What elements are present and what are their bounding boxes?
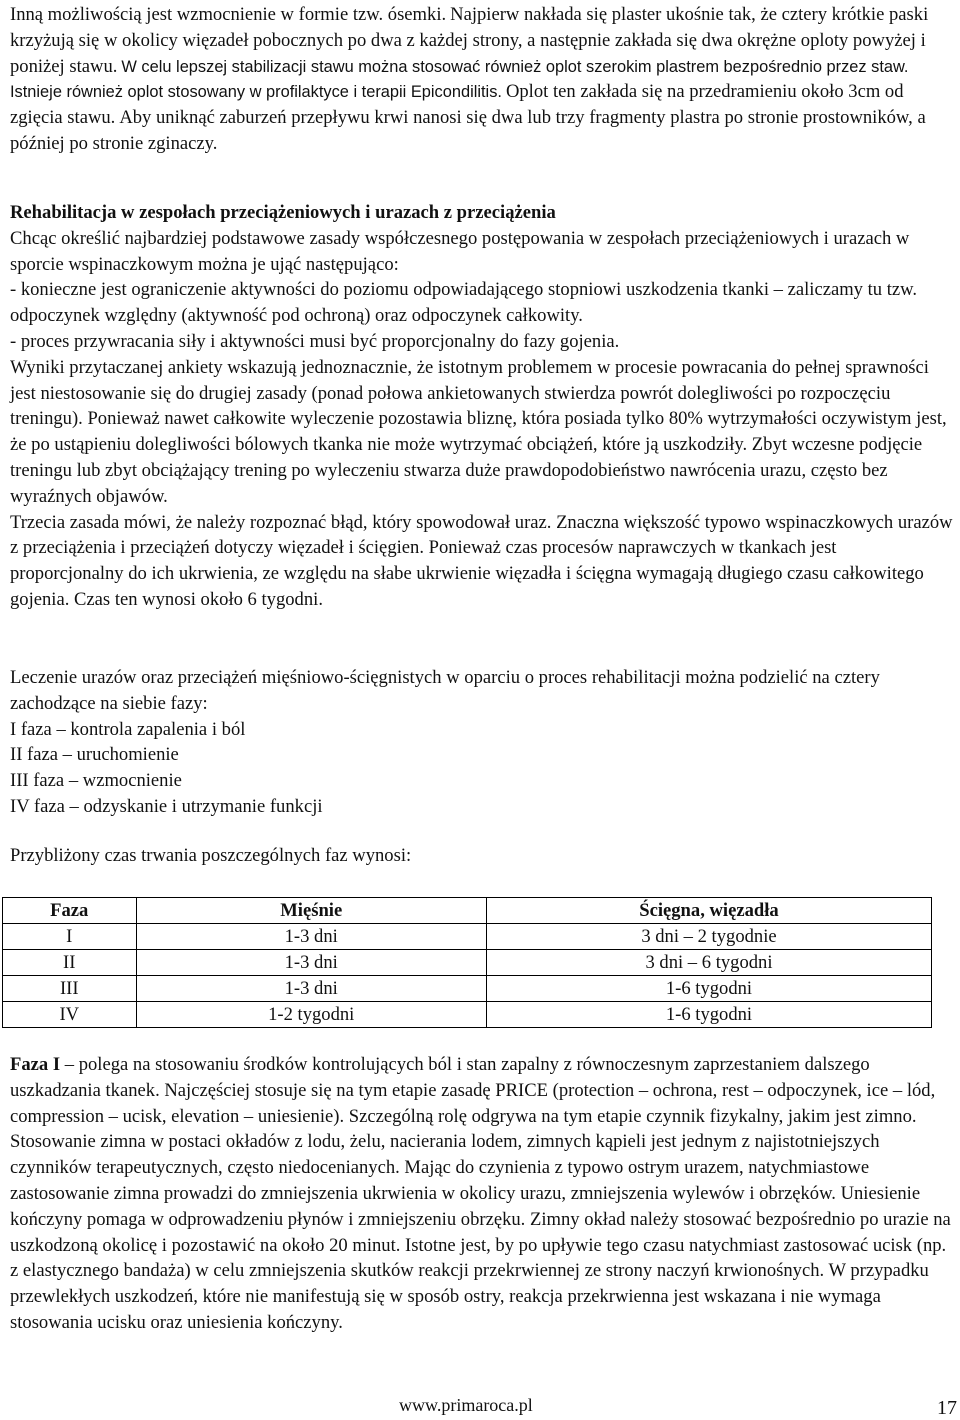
section-heading: Rehabilitacja w zespołach przeciążeniowych i urazach z przeciążenia xyxy=(10,202,556,223)
table-cell: II xyxy=(3,950,137,976)
table-row xyxy=(3,950,932,976)
table-cell: 3 dni – 2 tygodnie xyxy=(486,924,931,950)
rehab-paragraph-2: - konieczne jest ograniczenie aktywności do poziomu odpowiadającego stopniowi uszkodzenia tkanki – zaliczamy tu tzw. odpoczynek względny (aktywność pod ochroną) oraz odpoczynek całkowity. xyxy=(10,279,918,327)
intro-sentence-c: W celu lepszej stabilizacji stawu można stosować również oplot szerokim plastrem bezpośrednio przez staw. xyxy=(121,57,909,76)
intro-sentence-b: Najpierw nakłada się plaster ukośnie tak, że cztery krótkie paski krzyżują się w okolicy więzadeł pobocznych po dwa z każdej strony, a następnie zakłada się dwa okrężne oploty powyżej i poniżej stawu. xyxy=(10,4,929,77)
phase-list-item: I faza – kontrola zapalenia i ból xyxy=(10,718,246,740)
table-header-row xyxy=(3,898,932,924)
table-cell: III xyxy=(3,976,137,1002)
table-cell: I xyxy=(3,924,137,950)
phase-duration-table xyxy=(2,897,932,1028)
phase-list-item: III faza – wzmocnienie xyxy=(10,770,182,792)
faza-1-label: Faza I xyxy=(10,1054,61,1075)
table-header-cell: Mięśnie xyxy=(136,898,486,924)
intro-sentence-a: Inną możliwością jest wzmocnienie w formie tzw. ósemki. xyxy=(10,4,447,25)
faza-1-text: – polega na stosowaniu środków kontrolujących ból i stan zapalny z równoczesnym zaprzestaniem dalszego uszkadzania tkanek. Najczęściej stosuje się na tym etapie zasadę PRICE (protection – ochrona, rest – odpoczynek, ice – lód, compression – ucisk, elevation – uniesienie). Szczególną rolę odgrywa na tym etapie czynnik fizykalny, jakim jest zimno. Stosowanie zimna w postaci okładów z lodu, żelu, nacierania lodem, zimnych kąpieli jest jednym z najistotniejszych czynników terapeutycznych, często niedocenianych. Mając do czynienia z typowo ostrym urazem, natychmiastowe zastosowanie zimna prowadzi do zmniejszenia ukrwienia w okolicy urazu, zmniejszenia wylewów i obrzęków. Uniesienie kończyny pomaga w odprowadzeniu płynów i zmniejszeniu obrzęku. Zimny okład należy stosować bezpośrednio po urazie na uszkodzoną okolicę i pozostawić na około 20 minut. Istotne jest, by po upływie tego czasu natychmiast zastosować ucisk (np. z elastycznego bandaża) w celu zmniejszenia skutków reakcji przekrwiennej ze strony naczyń krwionośnych. W przypadku przewlekłych uszkodzeń, które nie manifestują się w sposób ostry, reakcja przekrwienna jest wskazana i nie wymaga stosowania ucisku oraz uniesienia kończyny. xyxy=(10,1054,951,1333)
intro-sentence-d: Istnieje również oplot stosowany w profilaktyce i terapii Epicondilitis. xyxy=(10,83,502,102)
rehab-section xyxy=(10,200,954,613)
rehab-paragraph-5: Trzecia zasada mówi, że należy rozpoznać błąd, który spowodował uraz. Znaczna większość typowo wspinaczkowych urazów z przeciążenia i przeciążeń dotyczy więzadeł i ścięgien. Ponieważ czas procesów naprawczych w tkankach jest proporcjonalny do ich ukrwienia, ze względu na słabe ukrwienie więzadła i ścięgna wymagają długiego czasu całkowitego gojenia. Czas ten wynosi około 6 tygodni. xyxy=(10,511,953,610)
table-header-cell: Faza xyxy=(3,898,137,924)
table-cell: 1-6 tygodni xyxy=(486,1002,931,1028)
table-cell: 1-3 dni xyxy=(136,924,486,950)
footer-url: www.primaroca.pl xyxy=(399,1395,533,1415)
phase-list-item: IV faza – odzyskanie i utrzymanie funkcji xyxy=(10,795,323,817)
page-number: 17 xyxy=(937,1397,957,1419)
table-cell: 1-3 dni xyxy=(136,976,486,1002)
intro-sentence-f: Aby uniknąć zaburzeń przepływu krwi nanosi się dwa lub trzy fragmenty plastra po stronie prostowników, a później po stronie zginaczy. xyxy=(10,107,926,154)
table-cell: IV xyxy=(3,1002,137,1028)
intro-paragraph xyxy=(10,2,954,157)
table-cell: 3 dni – 6 tygodni xyxy=(486,950,931,976)
table-row xyxy=(3,1002,932,1028)
faza-1-paragraph xyxy=(10,1052,954,1336)
table-cell: 1-3 dni xyxy=(136,950,486,976)
phase-list-item: II faza – uruchomienie xyxy=(10,744,179,766)
phases-intro: Leczenie urazów oraz przeciążeń mięśniowo-ścięgnistych w oparciu o proces rehabilitacji można podzielić na cztery zachodzące na siebie fazy: xyxy=(10,667,880,714)
table-row xyxy=(3,924,932,950)
rehab-paragraph-4: Wyniki przytaczanej ankiety wskazują jednoznacznie, że istotnym problemem w procesie powracania do pełnej sprawności jest niestosowanie się do drugiej zasady (ponad połowa ankietowanych stwierdza powrót dolegliwości po rozpoczęciu treningu). Ponieważ nawet całkowite wyleczenie pozostawia bliznę, która posiada tylko 80% wytrzymałości oczywistym jest, że po ustąpieniu dolegliwości bólowych tkanka nie może wytrzymać obciążeń, które ją uszkodziły. Zbyt wczesne podjęcie treningu lub zbyt obciążający trening po wyleczeniu stwarza duże prawdopodobieństwo nawrócenia urazu, często bez wyraźnych objawów. xyxy=(10,356,947,507)
intro-sentence-e: Oplot ten zakłada się na przedramieniu około 3cm od zgięcia stawu. xyxy=(10,81,904,129)
rehab-paragraph-1: Chcąc określić najbardziej podstawowe zasady współczesnego postępowania w zespołach przeciążeniowych i urazach w sporcie wspinaczkowym można je ująć następująco: xyxy=(10,227,910,275)
rehab-paragraph-3: - proces przywracania siły i aktywności musi być proporcjonalny do fazy gojenia. xyxy=(10,330,620,352)
table-row xyxy=(3,976,932,1002)
duration-intro: Przybliżony czas trwania poszczególnych faz wynosi: xyxy=(10,845,412,866)
table-cell: 1-6 tygodni xyxy=(486,976,931,1002)
phases-section xyxy=(10,665,954,820)
table-header-cell: Ścięgna, więzadła xyxy=(486,898,931,924)
table-cell: 1-2 tygodni xyxy=(136,1002,486,1028)
